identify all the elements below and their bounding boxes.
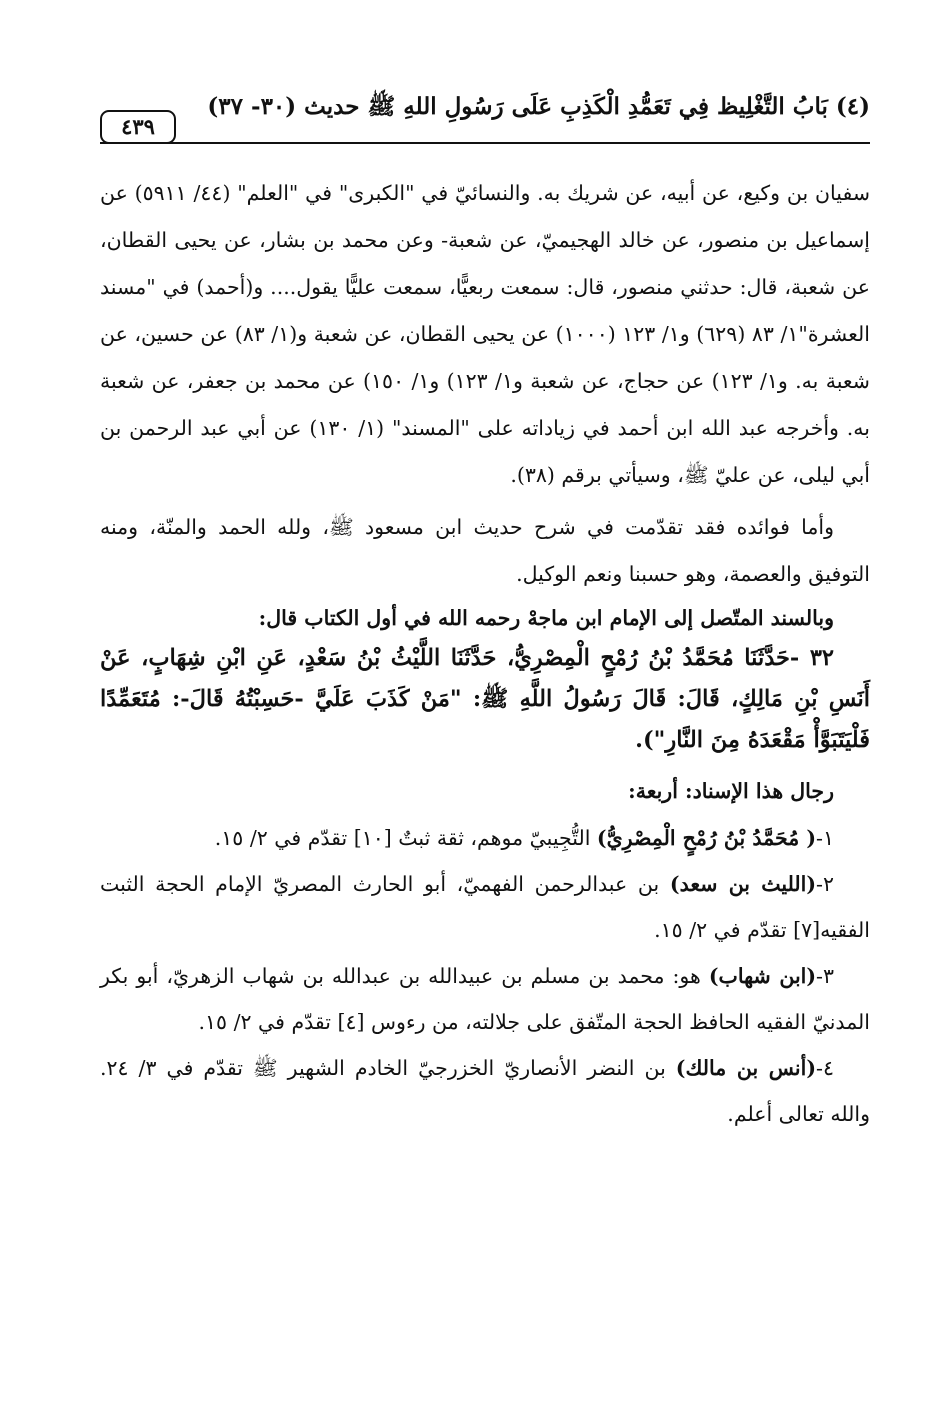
narrator-name: (أنس بن مالك) [675,1056,817,1080]
chapter-title: (٤) بَابُ التَّغْلِيظ فِي تَعَمُّدِ الْكَذِبِ عَلَى رَسُولِ اللهِ ﷺ حديث (٣٠- ٣٧) [207,93,870,120]
narrator-name: (الليث بن سعد) [669,872,817,896]
hadith-text: ٣٢ -حَدَّثَنَا مُحَمَّدُ بْنُ رُمْحٍ الْمِصْرِيُّ، حَدَّثَنَا اللَّيْثُ بْنُ سَعْدٍ، عَنِ ابْنِ شِهَابٍ، عَنْ أَنَسِ بْنِ مَالِكٍ، قَالَ: قَالَ رَسُولُ اللَّهِ ﷺ: "مَنْ كَذَبَ عَلَيَّ -حَسِبْتُهُ قَالَ-: مُتَعَمِّدًا فَلْيَتَبَوَّأْ مَقْعَدَهُ مِنَ النَّارِ"). [100,645,870,753]
narrator-number: ٣- [816,964,834,988]
narrator-name: (ابن شهاب) [708,964,817,988]
narrator-details: التُّجِيبيّ موهم، ثقة ثبتٌ [١٠] تقدّم في ٢/ ١٥. [214,826,597,850]
takhrij-paragraph: سفيان بن وكيع، عن أبيه، عن شريك به. والنسائيّ في "الكبرى" في "العلم" (٤٤/ ٥٩١١) عن إسماعيل بن منصور، عن خالد الهجيميّ، عن شعبة- وعن محمد بن بشار، عن يحيى القطان، عن شعبة، قال: حدثني منصور، قال: سمعت ربعيًّا، سمعت عليًّا يقول.... و(أحمد) في "مسند العشرة"١/ ٨٣ (٦٢٩) و١/ ١٢٣ (١٠٠٠) عن يحيى القطان، عن شعبة و(١/ ٨٣) عن حسين، عن شعبة به. و١/ ١٢٣) عن حجاج، عن شعبة و١/ ١٢٣) و١/ ١٥٠) عن محمد بن جعفر، عن شعبة به. وأخرجه عبد الله ابن أحمد في زياداته على "المسند" (١/ ١٣٠) عن أبي عبد الرحمن بن أبي ليلى، عن عليّ ﷺ، وسيأتي برقم (٣٨). [100,181,870,487]
narrator-name: ( مُحَمَّدُ بْنُ رُمْحٍ الْمِصْرِيُّ) [596,826,817,850]
narrator-item [100,953,870,1045]
fawaid-paragraph: وأما فوائده فقد تقدّمت في شرح حديث ابن مسعود ﷺ، ولله الحمد والمنّة، ومنه التوفيق والعصمة، وهو حسبنا ونعم الوكيل. [100,515,870,586]
sanad-heading: وبالسند المتّصل إلى الإمام ابن ماجهْ رحمه الله في أول الكتاب قال: [258,606,834,630]
narrator-item [100,861,870,953]
rijal-heading: رجال هذا الإسناد: أربعة: [628,779,834,803]
narrator-number: ٢- [816,872,834,896]
narrator-details: هو: محمد بن مسلم بن عبيدالله بن عبدالله بن شهاب الزهريّ، أبو بكر المدنيّ الفقيه الحافظ الحجة المتّفق على جلالته، من رءوس [٤] تقدّم في ٢/ ١٥. [100,964,870,1034]
narrator-item [100,1045,870,1137]
running-header [100,88,870,144]
narrator-item [100,815,870,861]
page-number: ٤٣٩ [100,110,176,144]
narrator-number: ١- [816,826,834,850]
page-body [100,170,870,1137]
narrator-details: بن النضر الأنصاريّ الخزرجيّ الخادم الشهير ﷺ تقدّم في ٣/ ٢٤. والله تعالى أعلم. [100,1056,870,1126]
narrator-details: بن عبدالرحمن الفهميّ، أبو الحارث المصريّ الإمام الحجة الثبت الفقيه[٧] تقدّم في ٢/ ١٥. [100,872,870,942]
header-rule [100,142,870,144]
narrator-number: ٤- [816,1056,834,1080]
